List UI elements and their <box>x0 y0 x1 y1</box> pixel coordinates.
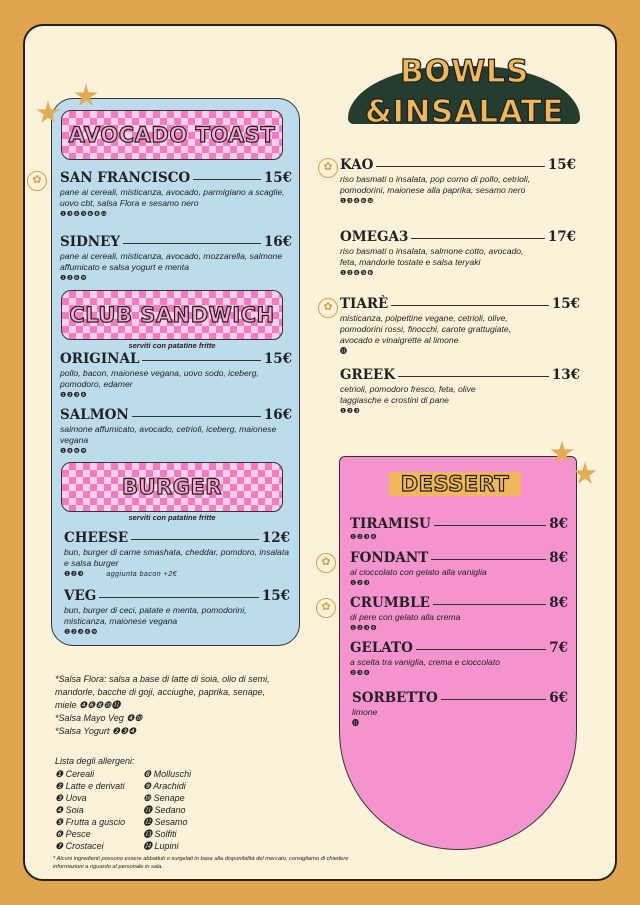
item-name: ORIGINAL <box>60 351 140 367</box>
allergen-legend <box>55 756 231 852</box>
item-allergens: ❶❷❸❹ <box>350 534 378 541</box>
menu-item <box>352 690 568 729</box>
item-price: 6€ <box>549 690 568 706</box>
item-description: pollo, bacon, maionese vegana, uovo sodo, iceberg, pomodoro, edamer <box>60 368 259 389</box>
menu-item <box>64 588 290 638</box>
item-description: bun, burger di ceci, patate e menta, pomodorini, misticanza, maionese vegana <box>64 605 247 626</box>
bowls-title-line: &INSALATE <box>365 94 564 130</box>
section-title: CLUB SANDWICH <box>69 303 275 327</box>
item-description: limone <box>352 707 378 717</box>
note-salsa-mayo: *Salsa Mayo Veg ❹❿ <box>55 713 143 723</box>
item-price: 7€ <box>549 640 568 656</box>
item-price: 13€ <box>551 367 580 383</box>
item-price: 17€ <box>547 229 576 245</box>
menu-item <box>340 296 580 357</box>
bee-emblem-icon: ✿ <box>318 158 338 178</box>
allergen-entry: ❻ Pesce <box>55 829 91 839</box>
menu-item <box>350 595 568 634</box>
menu-item <box>64 530 290 580</box>
menu-item <box>340 367 580 417</box>
item-allergens: ❶❷❸❹ <box>350 625 378 632</box>
allergen-codes: ❶❷❸ <box>64 571 85 578</box>
menu-item <box>60 351 292 401</box>
allergen-column <box>55 768 143 852</box>
burger-note: serviti con patatine fritte <box>128 513 216 522</box>
allergen-entry: ❹ Soia <box>55 805 84 815</box>
bee-emblem-icon: ✿ <box>318 298 338 318</box>
allergen-entry: ⓬ Sesamo <box>143 817 188 827</box>
item-description: salmone affumicato, avocado, cetrioli, iceberg, maionese vegana <box>60 424 277 445</box>
menu-item <box>350 640 568 679</box>
menu-item <box>340 157 576 207</box>
item-description: misticanza, polpettine vegane, cetrioli, olive, pomodorini rossi, finocchi, carote grattugiate, avocado e vinaigrette al limone <box>340 313 512 345</box>
bowls-title-line: BOWLS <box>400 54 529 90</box>
item-price: 15€ <box>263 351 292 367</box>
item-price: 12€ <box>261 530 290 546</box>
avocado-toast-banner <box>61 110 283 160</box>
section-title: BURGER <box>122 475 222 499</box>
item-price: 15€ <box>263 170 292 186</box>
bee-emblem-icon: ✿ <box>316 598 336 618</box>
item-name: TIRAMISU <box>350 516 431 532</box>
item-price: 15€ <box>547 157 576 173</box>
item-name: TIARÈ <box>340 296 389 312</box>
item-allergens: ⓫ <box>352 720 360 727</box>
section-title: DESSERT <box>400 472 510 496</box>
item-name: CHEESE <box>64 530 129 546</box>
item-name: SORBETTO <box>352 690 438 706</box>
burger-banner <box>61 462 283 512</box>
item-description: a scelta tra vaniglia, crema e cioccolato <box>350 657 500 667</box>
item-allergens: ❶❷❸❹❾ <box>64 629 98 636</box>
sauce-notes <box>55 673 275 738</box>
allergen-entry: ❶ Cereali <box>55 769 95 779</box>
item-allergens: ❶❸❹❺❻❽❿ <box>60 211 108 218</box>
section-title: AVOCADO TOAST <box>68 123 276 147</box>
menu-item <box>350 516 568 543</box>
footnote: * Alcuni ingredienti possono essere abbattuti o surgelati in base alla disponibilità del mercato, consigliamo di chiedere informazioni a riguardo al personale in sala. <box>53 856 349 870</box>
item-name: OMEGA3 <box>340 229 409 245</box>
item-price: 15€ <box>551 296 580 312</box>
item-description: riso basmati o insalata, pop corno di pollo, cetrioli, pomodorini, maionese alla paprika, sesamo nero <box>340 174 531 195</box>
club-sandwich-banner <box>61 290 283 340</box>
item-description: pane ai cereali, misticanza, avocado, parmigiano a scaglie, uovo cbt, salsa Flora e sesamo nero <box>60 187 285 208</box>
allergen-legend-title: Lista degli allergeni: <box>55 756 135 766</box>
item-price: 8€ <box>549 516 568 532</box>
item-name: KAO <box>340 157 374 173</box>
menu-item <box>350 550 568 589</box>
allergen-entry: ❽ Molluschi <box>143 769 192 779</box>
item-name: GELATO <box>350 640 413 656</box>
item-description: cetrioli, pomodoro fresco, feta, olive taggiasche e crostini di pane <box>340 384 476 405</box>
item-allergens: ❶❸❹❻❿ <box>340 198 374 205</box>
menu-item <box>60 407 292 457</box>
item-allergens <box>64 570 290 580</box>
item-name: FONDANT <box>350 550 429 566</box>
item-allergens: ❶❷❹❺❻ <box>340 270 374 277</box>
allergen-entry: ❺ Frutta a guscio <box>55 817 126 827</box>
item-price: 16€ <box>263 407 292 423</box>
item-name: VEG <box>64 588 97 604</box>
allergen-entry: ❿ Senape <box>143 793 185 803</box>
item-allergens: ❷❸❹ <box>350 670 371 677</box>
item-allergens: ❶❷❸ <box>350 580 371 587</box>
item-allergens: ❶❷❻❾ <box>60 275 88 282</box>
item-allergens: ❶❷❸ <box>340 408 361 415</box>
item-name: GREEK <box>340 367 396 383</box>
note-salsa-yogurt: *Salsa Yogurt ❷❸❹ <box>55 726 137 736</box>
item-description: riso basmati o insalata, salmone cotto, avocado, feta, mandorle tostate e salsa teryaki <box>340 246 524 267</box>
item-allergens: ⓫ <box>340 348 348 355</box>
item-allergens: ❶❹❻❾ <box>60 448 88 455</box>
allergen-entry: ⓮ Lupini <box>143 841 179 851</box>
item-name: SAN FRANCISCO <box>60 170 191 186</box>
allergen-entry: ⓫ Sedano <box>143 805 186 815</box>
item-description: al cioccolato con gelato alla vaniglia <box>350 567 487 577</box>
item-allergens: ❶❷❸❹ <box>60 392 88 399</box>
allergen-entry: ❾ Arachidi <box>143 781 186 791</box>
item-description: di pere con gelato alla crema <box>350 612 461 622</box>
bee-emblem-icon: ✿ <box>316 553 336 573</box>
item-price: 16€ <box>263 234 292 250</box>
item-extra: aggiunta bacon +2€ <box>106 571 178 578</box>
menu-item <box>60 234 292 284</box>
item-description: pane ai cereali, misticanza, avocado, mozzarella, salmone affumicato e salsa yogurt e menta <box>60 251 283 272</box>
allergen-entry: ❼ Crostacei <box>55 841 104 851</box>
item-price: 8€ <box>549 595 568 611</box>
dessert-title <box>389 472 521 496</box>
item-price: 15€ <box>261 588 290 604</box>
item-name: SIDNEY <box>60 234 121 250</box>
menu-item <box>60 170 292 220</box>
item-name: SALMON <box>60 407 129 423</box>
menu-item <box>340 229 576 279</box>
allergen-entry: ⓭ Solfiti <box>143 829 177 839</box>
item-description: bun, burger di carne smashata, cheddar, pomdoro, insalata e salsa burger <box>64 547 290 568</box>
club-note: serviti con patatine fritte <box>128 341 216 350</box>
note-salsa-flora: *Salsa Flora: salsa a base di latte di soia, olio di semi, mandorle, bacche di goji, acciughe, paprika, senape, miele ❹❻❽❿⓫ <box>55 674 270 710</box>
item-price: 8€ <box>549 550 568 566</box>
bee-emblem-icon: ✿ <box>27 171 47 191</box>
bowls-title <box>342 52 587 132</box>
allergen-entry: ❷ Latte e derivati <box>55 781 125 791</box>
allergen-entry: ❸ Uova <box>55 793 87 803</box>
allergen-column <box>143 768 231 852</box>
item-name: CRUMBLE <box>350 595 430 611</box>
